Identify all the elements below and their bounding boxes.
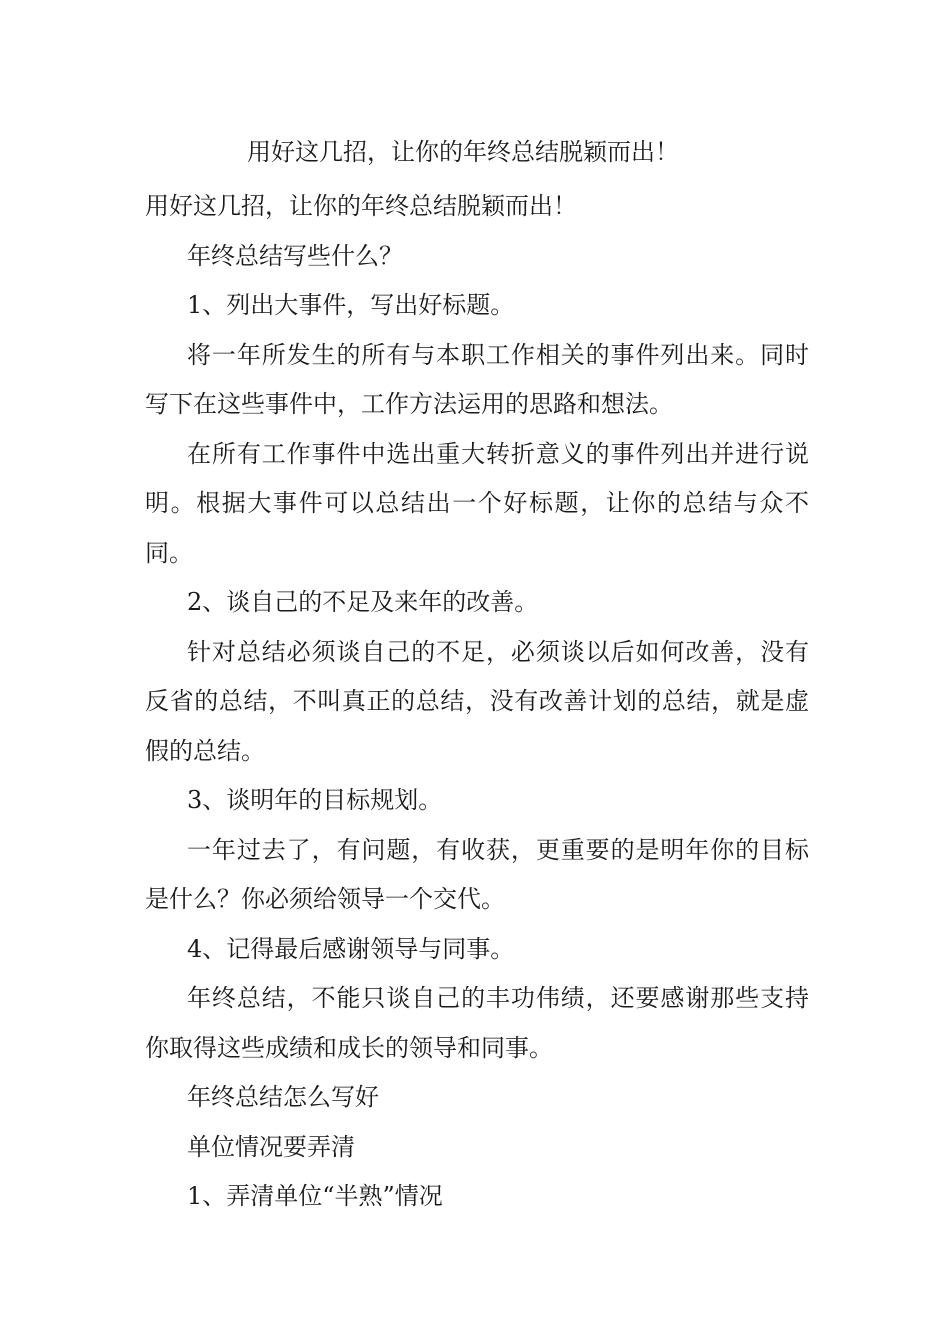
- paragraph: 3、谈明年的目标规划。: [187, 786, 443, 814]
- paragraph: 单位情况要弄清: [187, 1132, 355, 1161]
- paragraph: 2、谈自己的不足及来年的改善。: [187, 588, 539, 616]
- paragraph: 将一年所发生的所有与本职工作相关的事件列出来。同时写下在这些事件中，工作方法运用的思路和想法。: [145, 340, 809, 418]
- paragraph: 一年过去了，有问题，有收获，更重要的是明年你的目标是什么？你必须给领导一个交代。: [145, 835, 809, 913]
- paragraph: 年终总结写些什么？: [187, 241, 403, 270]
- paragraph: 年终总结，不能只谈自己的丰功伟绩，还要感谢那些支持你取得这些成绩和成长的领导和同事。: [145, 984, 809, 1062]
- paragraph: 年终总结怎么写好: [187, 1083, 379, 1111]
- paragraph: 4、记得最后感谢领导与同事。: [187, 934, 515, 963]
- paragraph: 1、弄清单位“半熟”情况: [187, 1182, 443, 1210]
- paragraph: 1、列出大事件，写出好标题。: [187, 291, 515, 319]
- paragraph: 用好这几招，让你的年终总结脱颖而出！: [145, 192, 577, 220]
- paragraph: 在所有工作事件中选出重大转折意义的事件列出并进行说明。根据大事件可以总结出一个好标题，让你的总结与众不同。: [145, 439, 809, 567]
- paragraph: 针对总结必须谈自己的不足，必须谈以后如何改善，没有反省的总结，不叫真正的总结，没有改善计划的总结，就是虚假的总结。: [145, 637, 809, 765]
- document-title: 用好这几招，让你的年终总结脱颖而出！: [247, 138, 679, 166]
- document-body: [145, 182, 809, 1222]
